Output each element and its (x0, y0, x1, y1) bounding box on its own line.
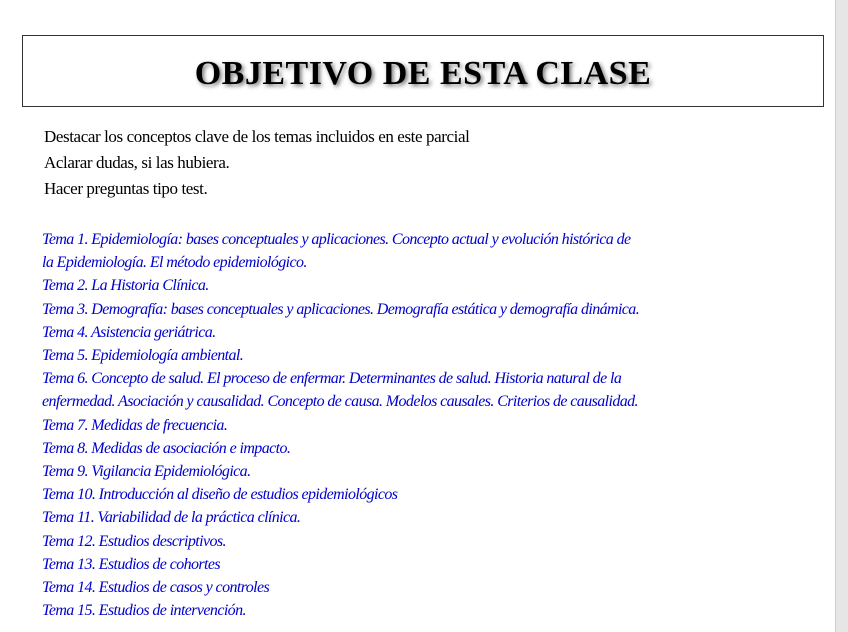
topic-line: Tema 8. Medidas de asociación e impacto. (42, 439, 291, 457)
topic-line: Tema 5. Epidemiología ambiental. (42, 347, 244, 365)
page-title: OBJETIVO DE ESTA CLASE (194, 55, 652, 92)
objective-line: Aclarar dudas, si las hubiera. (44, 153, 230, 172)
page-edge (835, 0, 848, 632)
topic-line: Tema 2. La Historia Clínica. (42, 277, 209, 295)
topic-line: Tema 6. Concepto de salud. El proceso de enfermar. Determinantes de salud. Historia natural de la (42, 370, 622, 388)
objective-line: Destacar los conceptos clave de los temas incluidos en este parcial (44, 127, 470, 146)
topics-list (42, 228, 822, 622)
topic-line: Tema 4. Asistencia geriátrica. (42, 323, 216, 341)
topic-line: Tema 14. Estudios de casos y controles (42, 579, 270, 597)
topic-line: Tema 13. Estudios de cohortes (42, 555, 221, 573)
topic-line: Tema 15. Estudios de intervención. (42, 602, 246, 620)
topic-line: Tema 12. Estudios descriptivos. (42, 532, 226, 550)
topic-line: Tema 7. Medidas de frecuencia. (42, 416, 228, 434)
topic-line: Tema 11. Variabilidad de la práctica clínica. (42, 509, 301, 527)
topic-line: Tema 1. Epidemiología: bases conceptuales y aplicaciones. Concepto actual y evolución histórica de (42, 231, 631, 248)
title-box (22, 35, 824, 107)
topic-line: enfermedad. Asociación y causalidad. Concepto de causa. Modelos causales. Criterios de causalidad. (42, 393, 638, 411)
topic-line: Tema 10. Introducción al diseño de estudios epidemiológicos (42, 486, 398, 504)
topic-line: Tema 3. Demografía: bases conceptuales y aplicaciones. Demografía estática y demografía dinámica. (42, 300, 640, 318)
topic-line: Tema 9. Vigilancia Epidemiológica. (42, 463, 251, 481)
objectives-list (44, 124, 824, 202)
objective-line: Hacer preguntas tipo test. (44, 179, 208, 198)
topic-line: la Epidemiología. El método epidemiológico. (42, 254, 307, 272)
